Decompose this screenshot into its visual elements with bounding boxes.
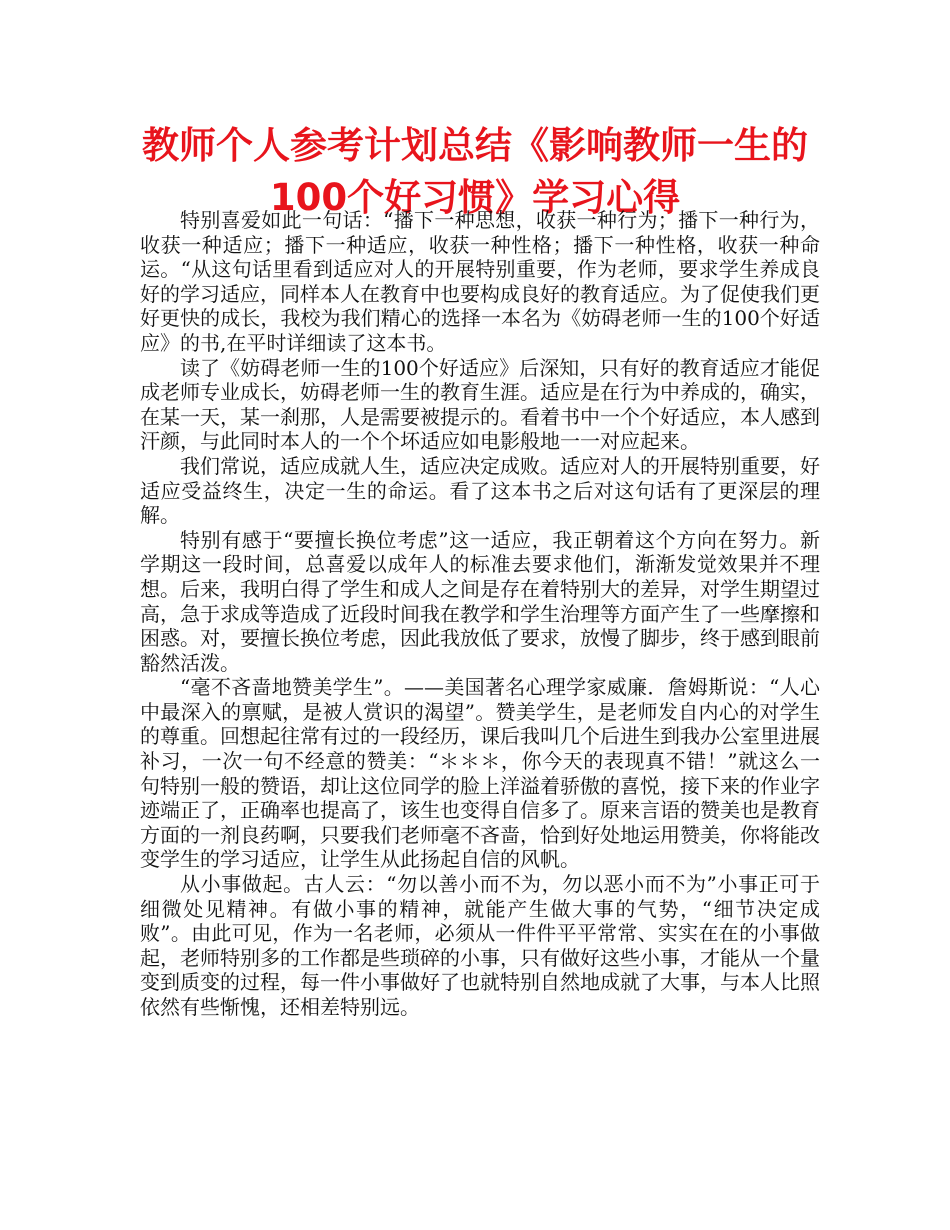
- document-title-line-1: 教师个人参考计划总结《影响教师一生的: [142, 124, 808, 167]
- document-title-line-2: 100个好习惯》学习心得: [269, 176, 681, 219]
- paragraph-1: 特别喜爱如此一句话：“播下一种思想，收获一种行为；播下一种行为，收获一种适应；播下一种适应，收获一种性格；播下一种性格，收获一种命运。“从这句话里看到适应对人的开展特别重要，作为老师，要求学生养成良好的学习适应，同样本人在教育中也要构成良好的教育适应。为了促使我们更好更快的成长，我校为我们精心的选择一本名为《妨碍老师一生的100个好适应》的书,在平时详细读了这本书。: [140, 208, 820, 355]
- paragraph-5: “毫不吝啬地赞美学生”。——美国著名心理学家威廉．詹姆斯说：“人心中最深入的禀赋，是被人赏识的渴望”。赞美学生，是老师发自内心的对学生的尊重。回想起往常有过的一段经历，课后我叫几个后进生到我办公室里进展补习，一次一句不经意的赞美：“＊＊＊，你今天的表现真不错！”就这么一句特别一般的赞语，却让这位同学的脸上洋溢着骄傲的喜悦，接下来的作业字迹端正了，正确率也提高了，该生也变得自信多了。原来言语的赞美也是教育方面的一剂良药啊，只要我们老师毫不吝啬，恰到好处地运用赞美，你将能改变学生的学习适应，让学生从此扬起自信的风帆。: [140, 675, 820, 872]
- paragraph-4: 特别有感于“要擅长换位考虑”这一适应，我正朝着这个方向在努力。新学期这一段时间，总喜爱以成年人的标准去要求他们，渐渐发觉效果并不理想。后来，我明白得了学生和成人之间是存在着特别大的差异，对学生期望过高，急于求成等造成了近段时间我在教学和学生治理等方面产生了一些摩擦和困惑。对，要擅长换位考虑，因此我放低了要求，放慢了脚步，终于感到眼前豁然活泼。: [140, 527, 820, 675]
- paragraph-3: 我们常说，适应成就人生，适应决定成败。适应对人的开展特别重要，好适应受益终生，决定一生的命运。看了这本书之后对这句话有了更深层的理解。: [140, 453, 820, 528]
- paragraph-6: 从小事做起。古人云：“勿以善小而不为，勿以恶小而不为”小事正可于细微处见精神。有做小事的精神，就能产生做大事的气势，“细节决定成败”。由此可见，作为一名老师，必须从一件件平平常常、实实在在的小事做起，老师特别多的工作都是些琐碎的小事，只有做好这些小事，才能从一个量变到质变的过程，每一件小事做好了也就特别自然地成就了大事，与本人比照依然有些惭愧，还相差特别远。: [140, 872, 820, 1019]
- document-body: [140, 208, 820, 1020]
- paragraph-2: 读了《妨碍老师一生的100个好适应》后深知，只有好的教育适应才能促成老师专业成长，妨碍老师一生的教育生涯。适应是在行为中养成的，确实，在某一天，某一刹那，人是需要被提示的。看着书中一个个好适应，本人感到汗颜，与此同时本人的一个个坏适应如电影般地一一对应起来。: [140, 355, 820, 454]
